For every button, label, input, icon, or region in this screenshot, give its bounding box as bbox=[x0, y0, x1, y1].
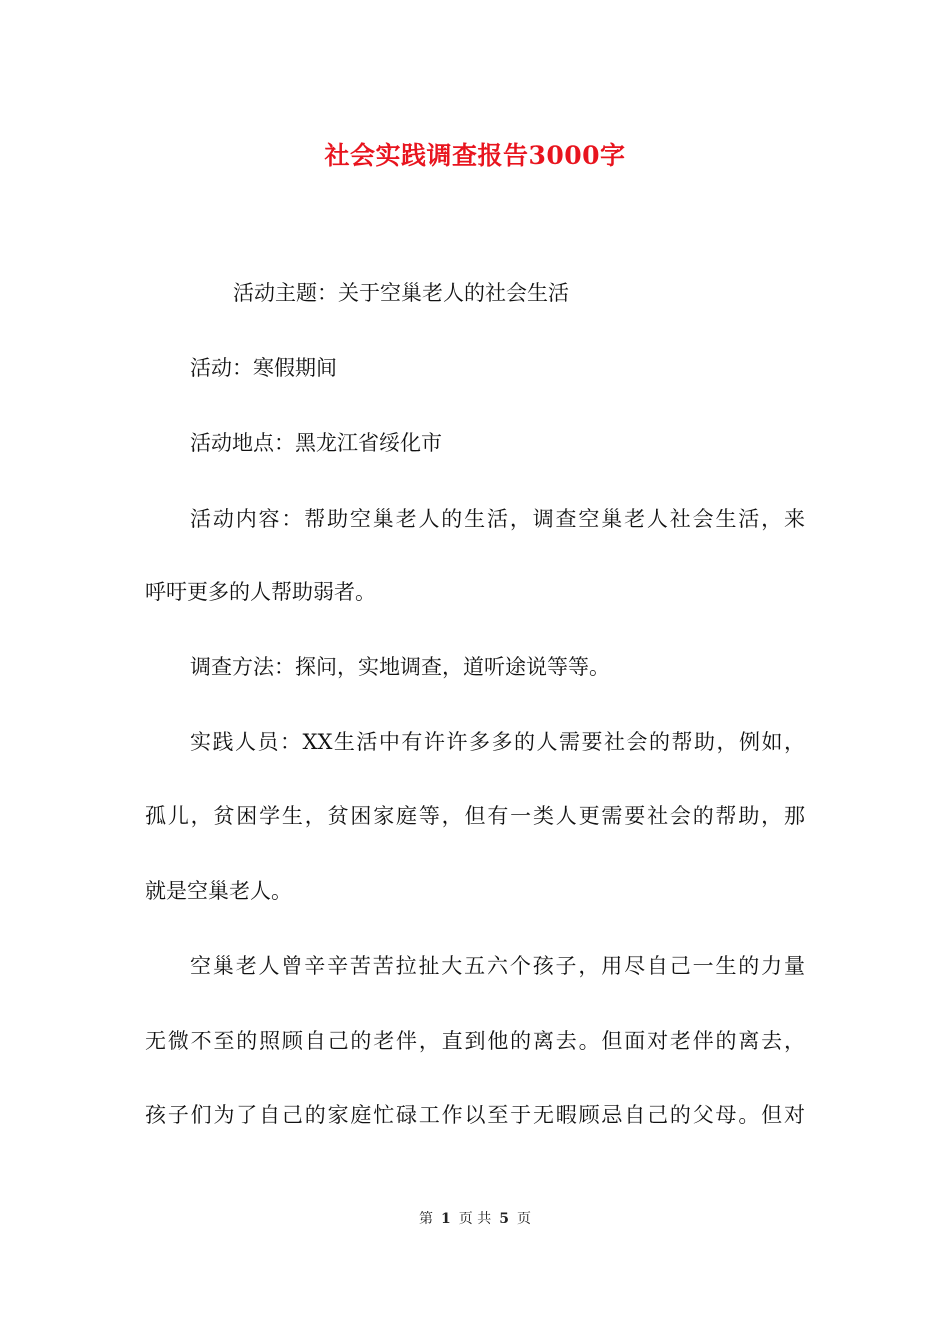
footer-suffix: 页 bbox=[516, 1211, 531, 1227]
footer-total-pages: 5 bbox=[499, 1211, 509, 1227]
document-title: 社会实践调查报告3000字 bbox=[324, 141, 626, 170]
paragraph-line-elderly-3: 孩子们为了自己的家庭忙碌工作以至于无暇顾忌自己的父母。但对 bbox=[145, 1103, 805, 1127]
paragraph-line-staff-2: 孤儿，贫困学生，贫困家庭等，但有一类人更需要社会的帮助，那 bbox=[145, 804, 805, 828]
paragraph-line-theme: 活动主题：关于空巢老人的社会生活 bbox=[233, 281, 569, 305]
paragraph-line-elderly-2: 无微不至的照顾自己的老伴，直到他的离去。但面对老伴的离去， bbox=[145, 1029, 805, 1053]
footer-current-page: 1 bbox=[441, 1211, 451, 1227]
paragraph-line-content-2: 呼吁更多的人帮助弱者。 bbox=[145, 580, 376, 604]
paragraph-line-staff-3: 就是空巢老人。 bbox=[145, 879, 292, 903]
paragraph-line-location: 活动地点：黑龙江省绥化市 bbox=[190, 431, 442, 455]
footer-middle: 页 共 bbox=[458, 1211, 492, 1227]
paragraph-line-elderly-1: 空巢老人曾辛辛苦苦拉扯大五六个孩子，用尽自己一生的力量 bbox=[190, 954, 805, 978]
paragraph-line-time: 活动：寒假期间 bbox=[190, 356, 337, 380]
footer-prefix: 第 bbox=[419, 1211, 434, 1227]
paragraph-line-staff-1: 实践人员：XX生活中有许许多多的人需要社会的帮助，例如， bbox=[190, 730, 805, 754]
page-number-footer bbox=[0, 1208, 950, 1228]
paragraph-line-content-1: 活动内容：帮助空巢老人的生活，调查空巢老人社会生活，来 bbox=[190, 507, 805, 531]
paragraph-line-method: 调查方法：探问，实地调查，道听途说等等。 bbox=[190, 655, 610, 679]
